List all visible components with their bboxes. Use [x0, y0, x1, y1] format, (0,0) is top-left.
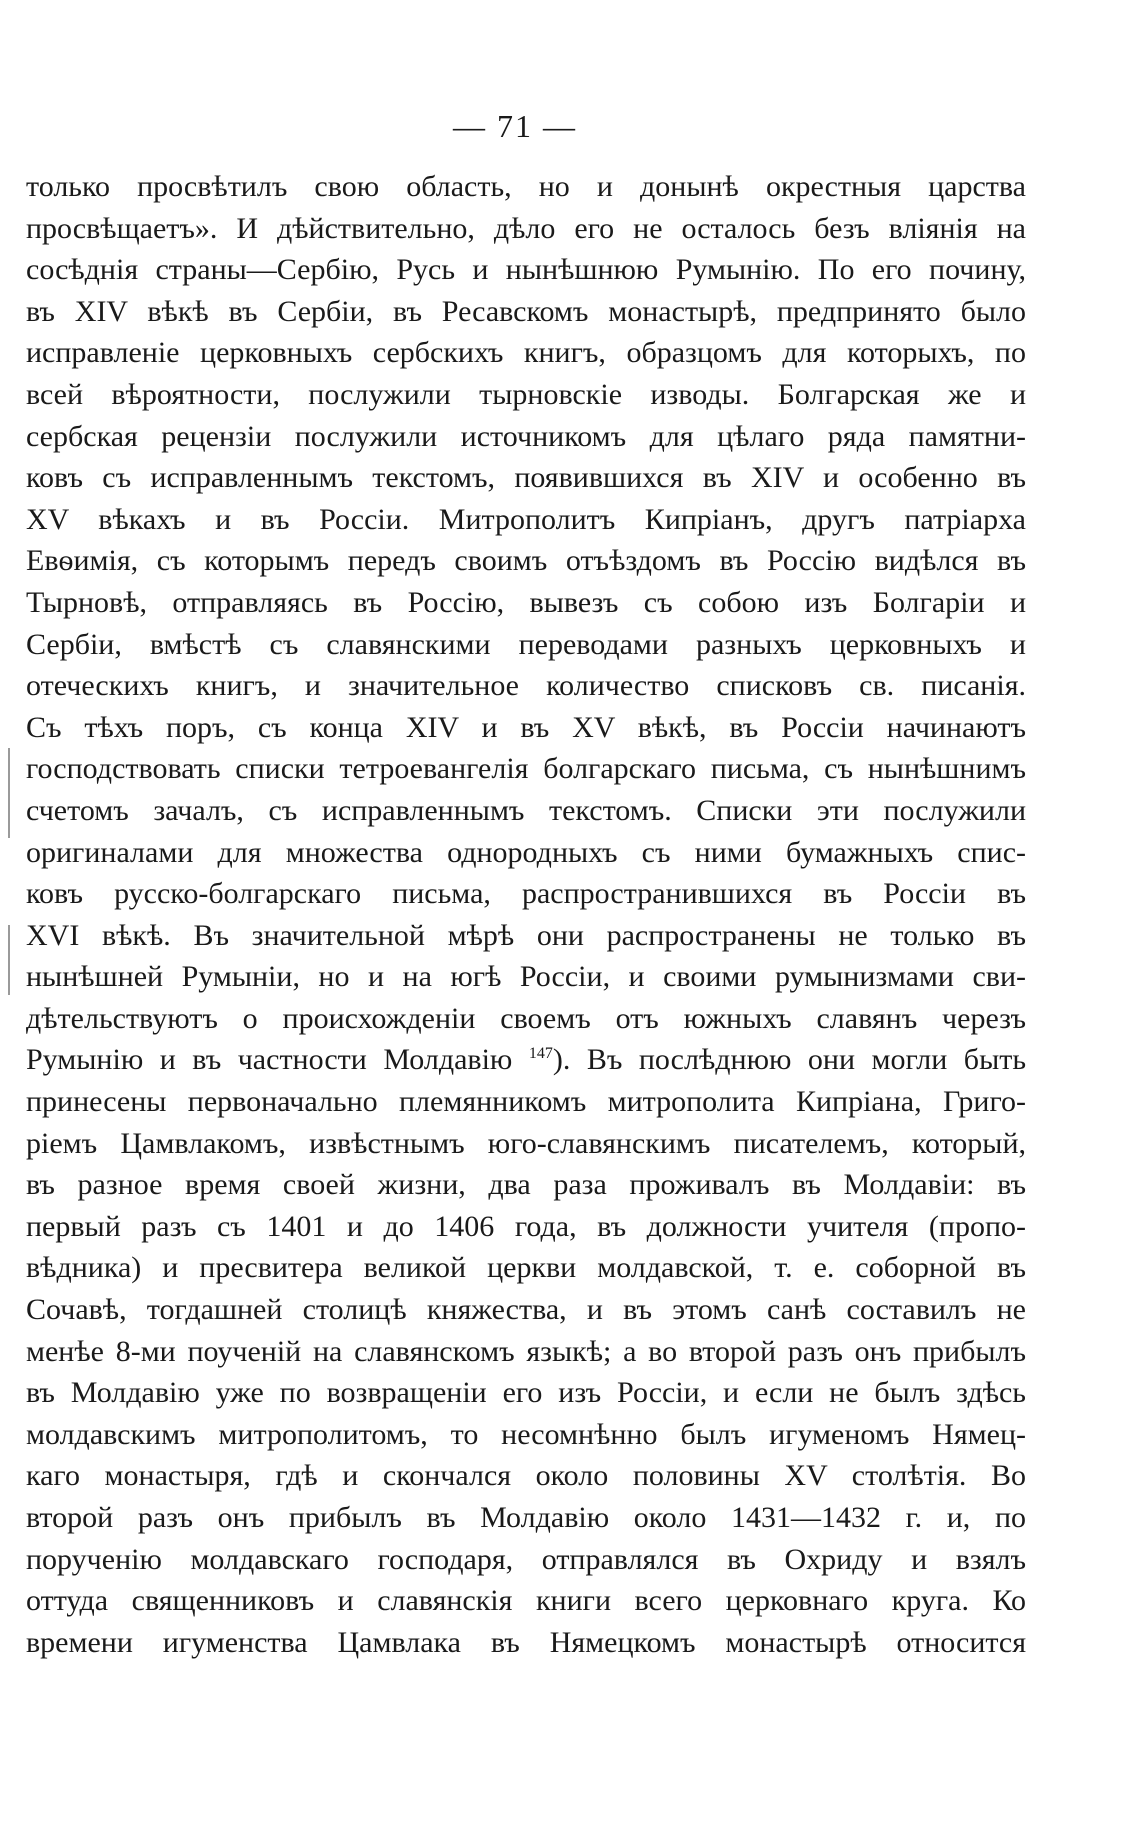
text-line: времени игуменства Цамвлака въ Нямецкомъ монастырѣ относится: [26, 1625, 1026, 1659]
text-line: ковъ русско-болгарскаго письма, распространившихся въ Россіи въ: [26, 877, 1026, 911]
margin-line-mark: [8, 748, 10, 838]
text-line: всей вѣроятности, послужили тырновскіе изводы. Болгарская же и: [26, 377, 1026, 411]
text-line: въ XIV вѣкѣ въ Сербіи, въ Ресавскомъ монастырѣ, предпринято было: [26, 294, 1026, 328]
text-line: просвѣщаетъ». И дѣйствительно, дѣло его не осталось безъ вліянія на: [26, 211, 1026, 245]
text-line: принесены первоначально племянникомъ митрополита Кипріана, Григо-: [26, 1085, 1026, 1119]
text-line: Сербіи, вмѣстѣ съ славянскими переводами разныхъ церковныхъ и: [26, 627, 1026, 661]
text-line: Сочавѣ, тогдашней столицѣ княжества, и въ этомъ санѣ составилъ не: [26, 1293, 1026, 1327]
text-line: второй разъ онъ прибылъ въ Молдавію около 1431—1432 г. и, по: [26, 1501, 1026, 1534]
text-line: только просвѣтилъ свою область, но и донынѣ окрестныя царства: [26, 170, 1026, 203]
text-line: исправленіе церковныхъ сербскихъ книгъ, образцомъ для которыхъ, по: [26, 336, 1026, 370]
text-line: счетомъ зачалъ, съ исправленнымъ текстомъ. Списки эти послужили: [26, 793, 1026, 827]
text-line: нынѣшней Румыніи, но и на югѣ Россіи, и своими румынизмами сви-: [26, 960, 1026, 994]
text-line: въ разное время своей жизни, два раза проживалъ въ Молдавіи: въ: [26, 1168, 1026, 1202]
text-line: Евѳимія, съ которымъ передъ своимъ отъѣздомъ въ Россію видѣлся въ: [26, 544, 1026, 578]
text-line: сосѣднія страны—Сербію, Русь и нынѣшнюю Румынію. По его почину,: [26, 253, 1026, 287]
text-line: порученію молдавскаго господаря, отправлялся въ Охриду и взялъ: [26, 1542, 1026, 1576]
text-line: менѣе 8-ми поученій на славянскомъ языкѣ; а во второй разъ онъ прибылъ: [26, 1334, 1026, 1368]
text-line: первый разъ съ 1401 и до 1406 года, въ должности учителя (пропо-: [26, 1209, 1026, 1243]
text-line: ріемъ Цамвлакомъ, извѣстнымъ юго-славянскимъ писателемъ, который,: [26, 1126, 1026, 1160]
footnote-reference[interactable]: 147: [528, 1045, 553, 1063]
text-line: Тырновѣ, отправляясь въ Россію, вывезъ съ собою изъ Болгаріи и: [26, 585, 1026, 619]
body-text: [26, 166, 1026, 1663]
text-line: оттуда священниковъ и славянскія книги всего церковнаго круга. Ко: [26, 1584, 1026, 1618]
text-line-with-footnote: [26, 1039, 1026, 1081]
text-line: дѣтельствуютъ о происхожденіи своемъ отъ южныхъ славянъ черезъ: [26, 1001, 1026, 1035]
text-line: XVI вѣкѣ. Въ значительной мѣрѣ они распространены не только въ: [26, 918, 1026, 952]
text-line: молдавскимъ митрополитомъ, то несомнѣнно былъ игуменомъ Нямец-: [26, 1417, 1026, 1451]
text-line: вѣдника) и пресвитера великой церкви молдавской, т. е. соборной въ: [26, 1251, 1026, 1285]
text-line: XV вѣкахъ и въ Россіи. Митрополитъ Кипріанъ, другъ патріарха: [26, 502, 1026, 536]
text-line: Съ тѣхъ поръ, съ конца XIV и въ XV вѣкѣ, въ Россіи начинаютъ: [26, 710, 1026, 744]
text-line: ковъ съ исправленнымъ текстомъ, появившихся въ XIV и особенно въ: [26, 461, 1026, 495]
text-line: сербская рецензіи послужили источникомъ для цѣлаго ряда памятни-: [26, 419, 1026, 453]
text-line-segment: Румынію и въ частности Молдавію: [26, 1043, 513, 1077]
text-line: господствовать списки тетроевангелія болгарскаго письма, съ нынѣшнимъ: [26, 752, 1026, 786]
text-line: каго монастыря, гдѣ и скончался около половины XV столѣтія. Во: [26, 1459, 1026, 1493]
text-line: отеческихъ книгъ, и значительное количество списковъ св. писанія.: [26, 669, 1026, 703]
page-number: — 71 —: [453, 108, 577, 144]
text-line: оригиналами для множества однородныхъ съ ними бумажныхъ спис-: [26, 835, 1026, 869]
margin-line-mark: [8, 925, 10, 995]
text-line-segment: ). Въ послѣднюю они могли быть: [552, 1043, 1026, 1077]
text-line: въ Молдавію уже по возвращеніи его изъ Россіи, и если не былъ здѣсь: [26, 1376, 1026, 1410]
